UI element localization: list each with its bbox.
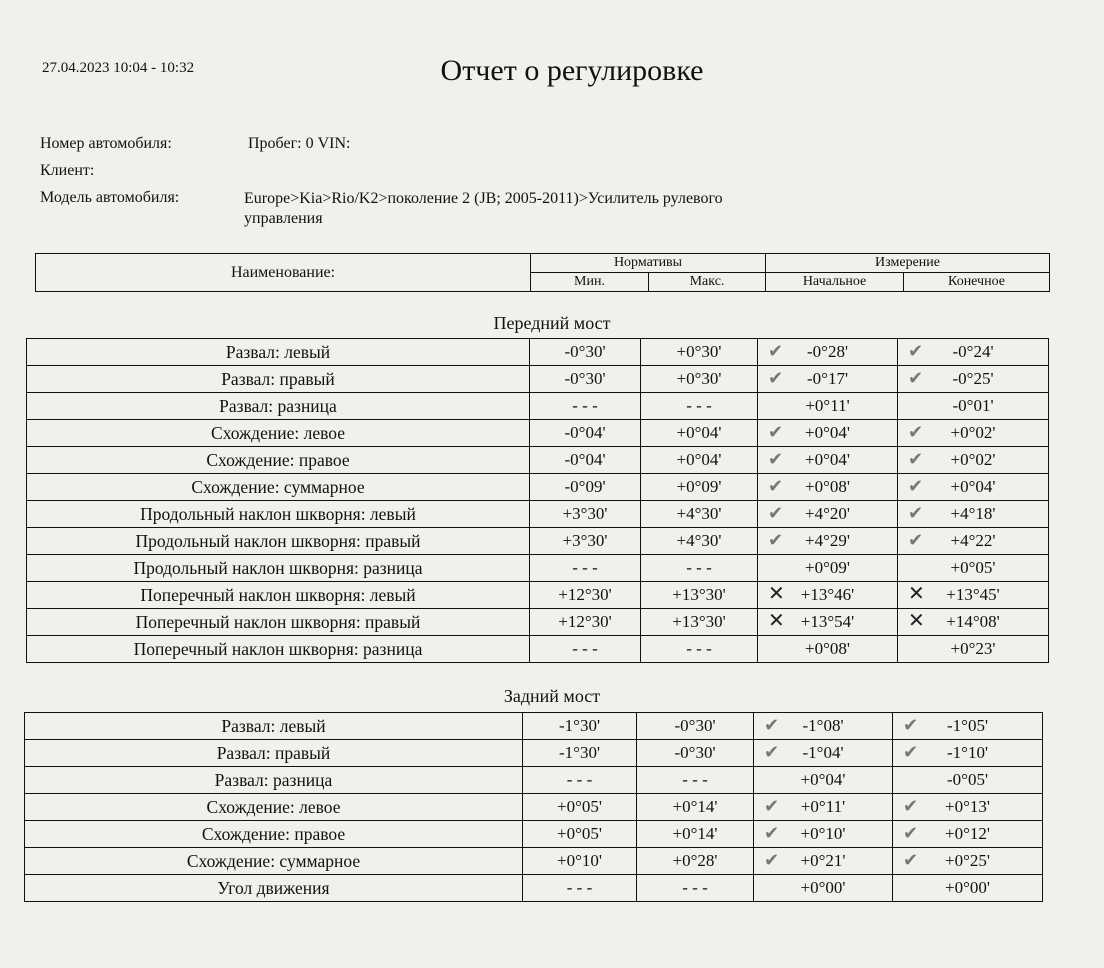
norm-max: +0°04' xyxy=(641,420,758,447)
measure-value: -0°17' xyxy=(806,369,849,388)
table-row xyxy=(27,582,1049,609)
table-row xyxy=(27,393,1049,420)
measure-value: +4°22' xyxy=(950,531,996,550)
cross-icon: ✕ xyxy=(768,610,785,632)
rear-axle-table xyxy=(24,712,1043,902)
header-final: Конечное xyxy=(904,273,1050,292)
norm-max: +4°30' xyxy=(641,528,758,555)
measure-value: +4°18' xyxy=(950,504,996,523)
measure-value: +4°29' xyxy=(805,531,850,550)
parameter-name: Продольный наклон шкворня: левый xyxy=(27,501,530,528)
measure-value: +0°23' xyxy=(950,639,996,658)
table-row xyxy=(27,474,1049,501)
check-icon: ✔ xyxy=(768,503,784,523)
check-icon: ✔ xyxy=(764,742,780,762)
norm-max: +0°04' xyxy=(641,447,758,474)
check-icon: ✔ xyxy=(764,796,780,816)
norm-min: - - - xyxy=(523,767,637,794)
measure-initial xyxy=(758,447,898,474)
parameter-name: Развал: левый xyxy=(27,339,530,366)
header-norms: Нормативы xyxy=(531,254,766,273)
norm-max: +0°30' xyxy=(641,339,758,366)
check-icon: ✔ xyxy=(908,476,924,496)
norm-min: - - - xyxy=(523,875,637,902)
norm-max: +4°30' xyxy=(641,501,758,528)
norm-min: +3°30' xyxy=(530,528,641,555)
norm-min: - - - xyxy=(530,393,641,420)
measure-value: +0°21' xyxy=(800,851,846,870)
measure-value: +0°11' xyxy=(805,396,850,415)
measure-value: +0°04' xyxy=(805,450,850,469)
parameter-name: Поперечный наклон шкворня: правый xyxy=(27,609,530,636)
measure-initial xyxy=(758,501,898,528)
parameter-name: Продольный наклон шкворня: правый xyxy=(27,528,530,555)
check-icon: ✔ xyxy=(768,422,784,442)
parameter-name: Схождение: суммарное xyxy=(25,848,523,875)
cross-icon: ✕ xyxy=(908,583,925,605)
table-row xyxy=(27,555,1049,582)
page-title: Отчет о регулировке xyxy=(440,54,704,87)
parameter-name: Развал: правый xyxy=(25,740,523,767)
table-row xyxy=(25,767,1043,794)
measure-final xyxy=(893,821,1043,848)
measure-final xyxy=(898,582,1049,609)
model-row xyxy=(40,189,723,227)
model-value: Europe>Kia>Rio/K2>поколение 2 (JB; 2005-2011)>Усилитель рулевого управления xyxy=(244,190,723,227)
table-row xyxy=(27,366,1049,393)
measure-value: +14°08' xyxy=(946,612,1000,631)
table-row xyxy=(27,501,1049,528)
measure-initial xyxy=(758,393,898,420)
check-icon: ✔ xyxy=(903,715,919,735)
parameter-name: Продольный наклон шкворня: разница xyxy=(27,555,530,582)
measure-final xyxy=(893,713,1043,740)
parameter-name: Угол движения xyxy=(25,875,523,902)
measure-value: -0°01' xyxy=(952,396,994,415)
client-label: Клиент: xyxy=(40,162,95,179)
front-axle-table xyxy=(26,338,1049,663)
measure-final xyxy=(898,366,1049,393)
report-datetime: 27.04.2023 10:04 - 10:32 xyxy=(42,60,195,76)
check-icon: ✔ xyxy=(908,422,924,442)
measure-initial xyxy=(758,366,898,393)
norm-max: - - - xyxy=(641,636,758,663)
check-icon: ✔ xyxy=(903,796,919,816)
vehicle-number-label: Номер автомобиля: xyxy=(40,135,172,152)
measure-value: +0°11' xyxy=(800,797,846,816)
measure-value: +0°09' xyxy=(805,558,850,577)
measure-value: -1°08' xyxy=(802,716,844,735)
norm-min: - - - xyxy=(530,555,641,582)
measure-final xyxy=(898,609,1049,636)
table-row xyxy=(25,713,1043,740)
mileage-vin-label: Пробег: 0 VIN: xyxy=(248,135,351,152)
norm-max: - - - xyxy=(637,875,754,902)
measure-initial xyxy=(754,713,893,740)
measure-initial xyxy=(758,339,898,366)
parameter-name: Поперечный наклон шкворня: левый xyxy=(27,582,530,609)
measure-initial xyxy=(758,528,898,555)
norm-min: +0°10' xyxy=(523,848,637,875)
measure-value: +0°04' xyxy=(800,770,846,789)
measure-value: +0°04' xyxy=(950,477,996,496)
check-icon: ✔ xyxy=(768,449,784,469)
measure-value: +0°12' xyxy=(945,824,990,843)
check-icon: ✔ xyxy=(908,503,924,523)
client-row xyxy=(40,162,94,180)
parameter-name: Схождение: левое xyxy=(27,420,530,447)
measure-value: -1°04' xyxy=(802,743,844,762)
measure-final xyxy=(893,875,1043,902)
table-row xyxy=(25,821,1043,848)
measure-final xyxy=(893,767,1043,794)
norm-min: -0°04' xyxy=(530,420,641,447)
measure-final xyxy=(898,528,1049,555)
measure-final xyxy=(898,501,1049,528)
table-row xyxy=(27,447,1049,474)
measure-initial xyxy=(754,875,893,902)
check-icon: ✔ xyxy=(764,850,780,870)
measure-value: -0°05' xyxy=(946,770,989,789)
measure-value: +0°13' xyxy=(945,797,990,816)
measure-value: +0°04' xyxy=(805,423,850,442)
norm-min: -1°30' xyxy=(523,740,637,767)
norm-max: - - - xyxy=(641,393,758,420)
check-icon: ✔ xyxy=(908,341,924,361)
check-icon: ✔ xyxy=(768,530,784,550)
measure-value: +0°00' xyxy=(800,878,846,897)
measure-value: -1°05' xyxy=(946,716,989,735)
measure-initial xyxy=(758,636,898,663)
measure-initial xyxy=(758,420,898,447)
norm-min: - - - xyxy=(530,636,641,663)
vehicle-number-row xyxy=(40,135,351,153)
table-row xyxy=(25,740,1043,767)
measure-value: +0°02' xyxy=(950,450,996,469)
norm-min: +12°30' xyxy=(530,609,641,636)
parameter-name: Развал: правый xyxy=(27,366,530,393)
measure-initial xyxy=(754,740,893,767)
check-icon: ✔ xyxy=(768,476,784,496)
header-initial: Начальное xyxy=(766,273,904,292)
table-row xyxy=(27,528,1049,555)
norm-min: +0°05' xyxy=(523,794,637,821)
norm-max: -0°30' xyxy=(637,713,754,740)
measure-final xyxy=(898,420,1049,447)
norm-min: -0°30' xyxy=(530,366,641,393)
measure-initial xyxy=(758,474,898,501)
check-icon: ✔ xyxy=(903,850,919,870)
measure-initial xyxy=(754,848,893,875)
cross-icon: ✕ xyxy=(768,583,785,605)
norm-max: +0°09' xyxy=(641,474,758,501)
header-max: Макс. xyxy=(649,273,766,292)
measure-value: -0°28' xyxy=(806,342,849,361)
norm-min: -0°04' xyxy=(530,447,641,474)
table-row xyxy=(27,636,1049,663)
table-row xyxy=(25,848,1043,875)
parameter-name: Схождение: правое xyxy=(27,447,530,474)
measure-final xyxy=(898,393,1049,420)
norm-max: +0°14' xyxy=(637,794,754,821)
norm-max: +13°30' xyxy=(641,609,758,636)
norm-max: - - - xyxy=(641,555,758,582)
parameter-name: Развал: левый xyxy=(25,713,523,740)
measure-final xyxy=(893,794,1043,821)
measure-final xyxy=(898,636,1049,663)
norm-max: +0°28' xyxy=(637,848,754,875)
measure-value: +0°05' xyxy=(950,558,996,577)
norm-max: +0°14' xyxy=(637,821,754,848)
measure-value: +0°00' xyxy=(945,878,990,897)
measure-initial xyxy=(758,555,898,582)
measure-value: +0°08' xyxy=(805,477,850,496)
header-measurement: Измерение xyxy=(766,254,1050,273)
norm-max: +0°30' xyxy=(641,366,758,393)
parameter-name: Схождение: левое xyxy=(25,794,523,821)
norm-min: +0°05' xyxy=(523,821,637,848)
measure-initial xyxy=(754,794,893,821)
table-row xyxy=(25,875,1043,902)
parameter-name: Развал: разница xyxy=(27,393,530,420)
table-row xyxy=(25,794,1043,821)
norm-max: +13°30' xyxy=(641,582,758,609)
measure-value: +0°02' xyxy=(950,423,996,442)
norm-min: -0°09' xyxy=(530,474,641,501)
check-icon: ✔ xyxy=(768,341,784,361)
measure-final xyxy=(898,555,1049,582)
measure-final xyxy=(893,740,1043,767)
measure-final xyxy=(893,848,1043,875)
measure-value: +0°10' xyxy=(800,824,846,843)
check-icon: ✔ xyxy=(903,823,919,843)
check-icon: ✔ xyxy=(903,742,919,762)
cross-icon: ✕ xyxy=(908,610,925,632)
check-icon: ✔ xyxy=(768,368,784,388)
measure-value: -0°24' xyxy=(952,342,994,361)
measure-final xyxy=(898,339,1049,366)
measure-value: +0°25' xyxy=(945,851,990,870)
measure-value: +13°45' xyxy=(946,585,1000,604)
header-table xyxy=(35,253,1050,292)
measure-final xyxy=(898,474,1049,501)
parameter-name: Схождение: суммарное xyxy=(27,474,530,501)
measure-value: +13°46' xyxy=(800,585,855,604)
check-icon: ✔ xyxy=(908,368,924,388)
measure-value: -1°10' xyxy=(946,743,989,762)
rear-axle-title: Задний мост xyxy=(503,686,601,706)
check-icon: ✔ xyxy=(764,823,780,843)
table-row xyxy=(27,609,1049,636)
table-row xyxy=(27,420,1049,447)
norm-max: -0°30' xyxy=(637,740,754,767)
norm-min: -1°30' xyxy=(523,713,637,740)
measure-value: +13°54' xyxy=(800,612,855,631)
parameter-name: Поперечный наклон шкворня: разница xyxy=(27,636,530,663)
norm-min: +3°30' xyxy=(530,501,641,528)
measure-final xyxy=(898,447,1049,474)
norm-min: -0°30' xyxy=(530,339,641,366)
check-icon: ✔ xyxy=(908,530,924,550)
measure-value: +0°08' xyxy=(805,639,850,658)
measure-value: +4°20' xyxy=(805,504,850,523)
measure-value: -0°25' xyxy=(952,369,994,388)
norm-max: - - - xyxy=(637,767,754,794)
measure-initial xyxy=(754,767,893,794)
check-icon: ✔ xyxy=(764,715,780,735)
norm-min: +12°30' xyxy=(530,582,641,609)
measure-initial xyxy=(754,821,893,848)
front-axle-title: Передний мост xyxy=(493,313,611,333)
measure-initial xyxy=(758,609,898,636)
parameter-name: Схождение: правое xyxy=(25,821,523,848)
header-name: Наименование: xyxy=(36,254,531,292)
header-min: Мин. xyxy=(531,273,649,292)
measure-initial xyxy=(758,582,898,609)
check-icon: ✔ xyxy=(908,449,924,469)
table-row xyxy=(27,339,1049,366)
parameter-name: Развал: разница xyxy=(25,767,523,794)
model-label: Модель автомобиля: xyxy=(40,189,180,206)
